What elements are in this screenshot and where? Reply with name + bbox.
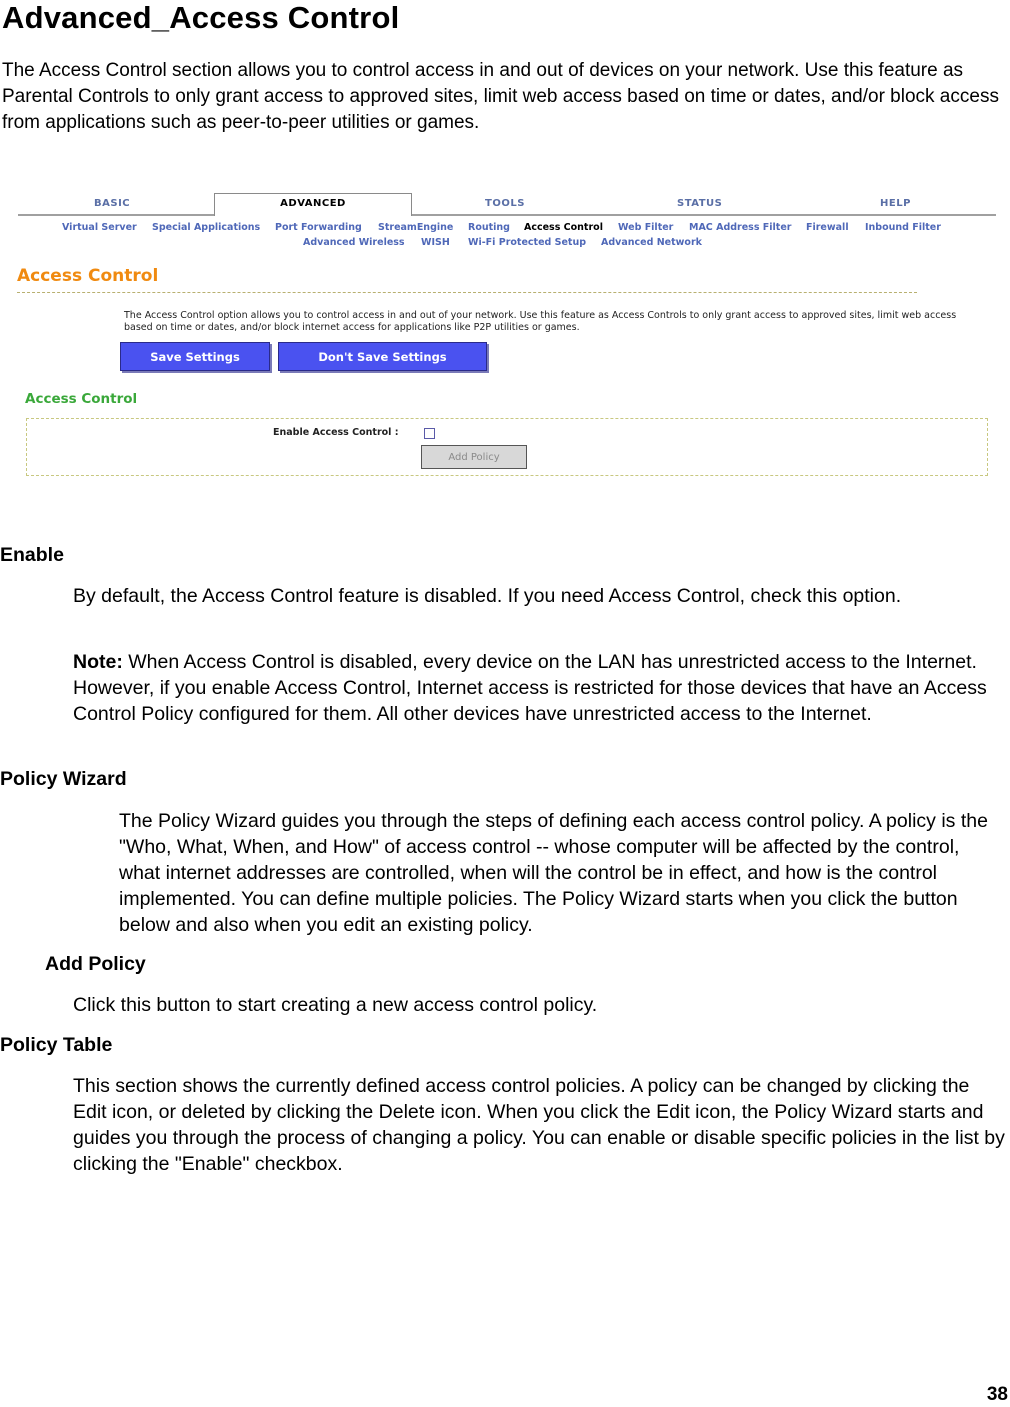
note-text: When Access Control is disabled, every device on the LAN has unrestricted access to the Internet. However, if you enable Access Control, Internet access is restricted for those devices that have an Access Control Policy configured for them. All other devices have unrestricted access to the Internet. <box>73 651 987 725</box>
subnav-streamengine[interactable]: StreamEngine <box>378 222 454 233</box>
intro-paragraph: The Access Control section allows you to control access in and out of devices on your network. Use this feature as Parental Controls to only grant access to approved sites, limit web access based on time or dates, and/or block access from applications such as peer-to-peer utilities or games. <box>2 60 999 133</box>
subnav-routing[interactable]: Routing <box>468 222 510 233</box>
add-policy-button[interactable]: Add Policy <box>421 445 527 469</box>
subnav-port-forwarding[interactable]: Port Forwarding <box>275 222 362 233</box>
note-paragraph <box>73 649 998 727</box>
policy-wizard-paragraph: The Policy Wizard guides you through the steps of defining each access control policy. A policy is the "Who, What, When, and How" of access control -- whose computer will be affected by the control, what internet addresses are controlled, when will the control be in effect, and how is the control implemented. You can define multiple policies. The Policy Wizard starts when you click the button below and also when you edit an existing policy. <box>119 810 988 936</box>
add-policy-heading: Add Policy <box>45 953 146 975</box>
tab-advanced[interactable]: ADVANCED <box>214 193 412 216</box>
subnav-inbound-filter[interactable]: Inbound Filter <box>865 222 941 233</box>
section-divider <box>17 292 917 293</box>
subnav-access-control[interactable]: Access Control <box>524 222 603 233</box>
access-control-panel <box>26 418 988 476</box>
section-title: Access Control <box>17 266 159 286</box>
tab-basic[interactable]: BASIC <box>94 198 131 209</box>
enable-paragraph: By default, the Access Control feature is disabled. If you need Access Control, check this option. <box>73 585 902 607</box>
save-settings-button[interactable]: Save Settings <box>120 342 270 371</box>
subnav-web-filter[interactable]: Web Filter <box>618 222 674 233</box>
subnav-firewall[interactable]: Firewall <box>806 222 849 233</box>
subnav-special-applications[interactable]: Special Applications <box>152 222 261 233</box>
tab-status[interactable]: STATUS <box>677 198 723 209</box>
enable-access-control-checkbox[interactable] <box>424 428 435 439</box>
policy-table-paragraph: This section shows the currently defined access control policies. A policy can be changed by clicking the Edit icon, or deleted by clicking the Delete icon. When you click the Edit icon, the Policy Wizard starts and guides you through the process of changing a policy. You can enable or disable specific policies in the list by clicking the "Enable" checkbox. <box>73 1075 1005 1175</box>
router-screenshot <box>0 180 1010 503</box>
subnav-wish[interactable]: WISH <box>421 237 450 248</box>
enable-access-control-label: Enable Access Control : <box>273 427 399 438</box>
add-policy-paragraph: Click this button to start creating a new access control policy. <box>73 994 598 1016</box>
note-label: Note: <box>73 651 123 673</box>
subnav-wifi-protected-setup[interactable]: Wi-Fi Protected Setup <box>468 237 587 248</box>
section-description: The Access Control option allows you to control access in and out of your network. Use this feature as Access Controls to only grant access to approved sites, limit web access based on time or dates, and/or block internet access for applications like P2P utilities or games. <box>124 310 957 333</box>
tab-help[interactable]: HELP <box>880 198 911 209</box>
tab-tools[interactable]: TOOLS <box>485 198 525 209</box>
policy-table-heading: Policy Table <box>0 1034 113 1056</box>
subnav-virtual-server[interactable]: Virtual Server <box>62 222 137 233</box>
page-title: Advanced_Access Control <box>2 0 400 35</box>
page-number: 38 <box>986 1384 1008 1405</box>
top-tabs <box>18 196 996 216</box>
policy-wizard-heading: Policy Wizard <box>0 768 127 790</box>
subnav-mac-address-filter[interactable]: MAC Address Filter <box>689 222 792 233</box>
subnav-advanced-network[interactable]: Advanced Network <box>601 237 702 248</box>
enable-heading: Enable <box>0 544 64 566</box>
subsection-title: Access Control <box>25 391 138 407</box>
subnav-advanced-wireless[interactable]: Advanced Wireless <box>303 237 405 248</box>
dont-save-settings-button[interactable]: Don't Save Settings <box>278 342 487 371</box>
